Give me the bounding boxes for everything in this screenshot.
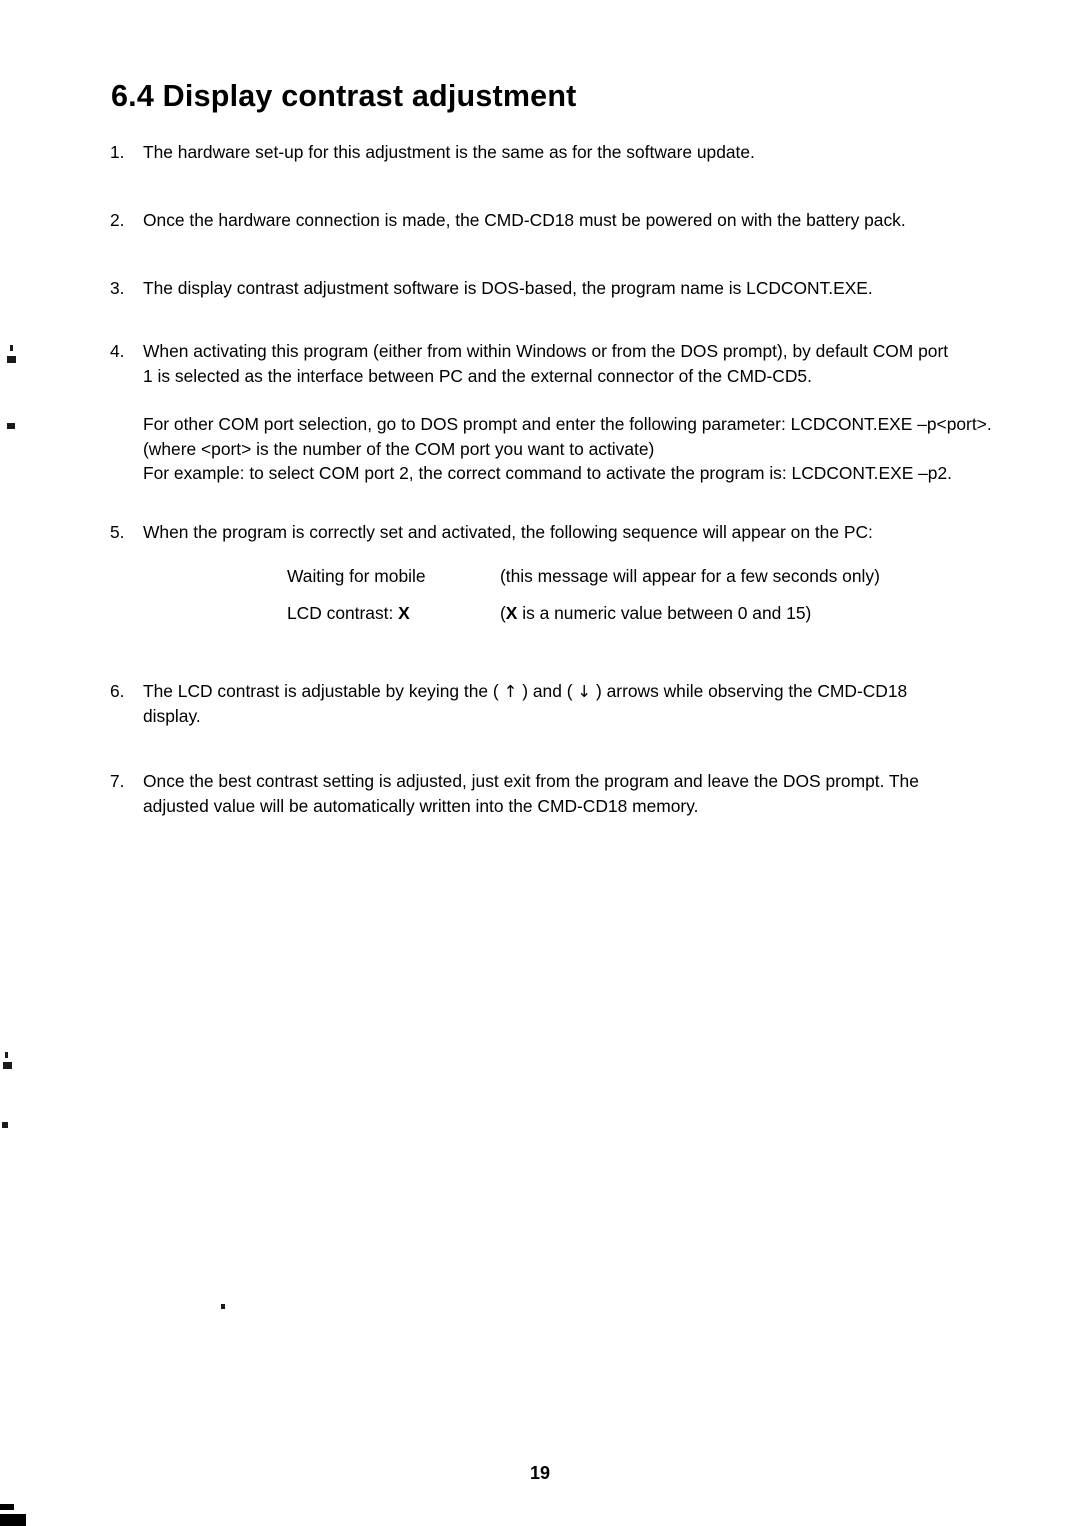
spacer (110, 729, 950, 769)
list-item-3 (110, 276, 950, 301)
arrow-down-icon: ↓ (577, 681, 592, 701)
list-item-5 (110, 520, 950, 545)
scan-edge-mark-top (0, 1504, 14, 1510)
spacer (110, 301, 950, 339)
list-item-text: When activating this program (either from within Windows or from the DOS prompt), by default COM port 1 is selected as the interface between PC and the external connector of the CMD-CD5. (143, 341, 949, 386)
sequence-note-open: ( (500, 602, 506, 623)
list-marker: 5. (110, 521, 125, 542)
scan-speck (7, 423, 15, 429)
page-number: 19 (529, 1463, 551, 1483)
sequence-row-contrast (287, 603, 950, 640)
sequence-note-value: X (505, 602, 518, 623)
list-item-6 (110, 679, 950, 729)
scan-speck (10, 345, 13, 351)
sequence-note-rest: is a numeric value between 0 and 15) (517, 602, 812, 623)
sequence-note (500, 603, 811, 624)
subparagraph-line-3: For example: to select COM port 2, the correct command to activate the program is: LCDCONT.EXE –p2. (143, 463, 952, 483)
list-item-4-subparagraph (143, 412, 992, 486)
list-item-7 (110, 769, 950, 819)
spacer (110, 640, 950, 679)
spacer (110, 165, 950, 208)
numbered-list (110, 140, 992, 819)
list-marker: 4. (110, 341, 125, 361)
sequence-block (287, 566, 950, 640)
list-item-4 (110, 339, 950, 389)
arrow-up-icon: ↑ (503, 681, 518, 701)
subparagraph-line-2: (where <port> is the number of the COM port you want to activate) (143, 438, 655, 459)
scan-speck (5, 1052, 8, 1058)
sequence-note: (this message will appear for a few seconds only) (500, 565, 880, 586)
sequence-message-value: X (398, 602, 410, 623)
sequence-row-waiting (287, 566, 950, 603)
subparagraph-line-1: For other COM port selection, go to DOS prompt and enter the following parameter: LCDCONT.EXE –p<port>. (143, 414, 992, 434)
scan-speck (7, 356, 16, 363)
list-item-6-part2: ) and ( (517, 680, 578, 701)
list-marker: 2. (110, 210, 125, 230)
scan-edge-mark (0, 1514, 26, 1526)
scan-speck (2, 1122, 8, 1128)
spacer (110, 233, 950, 276)
list-item-text: The hardware set-up for this adjustment is the same as for the software update. (143, 142, 755, 162)
list-item-6-part1: The LCD contrast is adjustable by keying the ( (143, 680, 504, 701)
scan-speck (3, 1062, 12, 1069)
list-marker: 7. (110, 770, 125, 791)
sequence-message-prefix: LCD contrast: (287, 602, 399, 623)
sequence-message: Waiting for mobile (287, 565, 426, 586)
list-item-text: Once the hardware connection is made, the CMD-CD18 must be powered on with the battery pack. (143, 210, 906, 230)
scan-speck (221, 1304, 225, 1309)
list-marker: 1. (110, 142, 125, 162)
sequence-message (287, 603, 500, 624)
list-item-text (143, 679, 950, 729)
list-item-1 (110, 140, 950, 165)
spacer (110, 486, 950, 520)
page-title: 6.4 Display contrast adjustment (111, 79, 577, 114)
list-marker: 3. (110, 278, 125, 298)
list-item-6-part3: ) arrows while observing the CMD-CD18 display. (143, 680, 908, 726)
list-item-text: When the program is correctly set and activated, the following sequence will appear on the PC: (143, 521, 873, 542)
list-item-text: Once the best contrast setting is adjusted, just exit from the program and leave the DOS prompt. The adjusted value will be automatically written into the CMD-CD18 memory. (143, 770, 919, 816)
list-marker: 6. (110, 680, 125, 701)
list-item-text: The display contrast adjustment software is DOS-based, the program name is LCDCONT.EXE. (143, 278, 873, 298)
list-item-2 (110, 208, 950, 233)
